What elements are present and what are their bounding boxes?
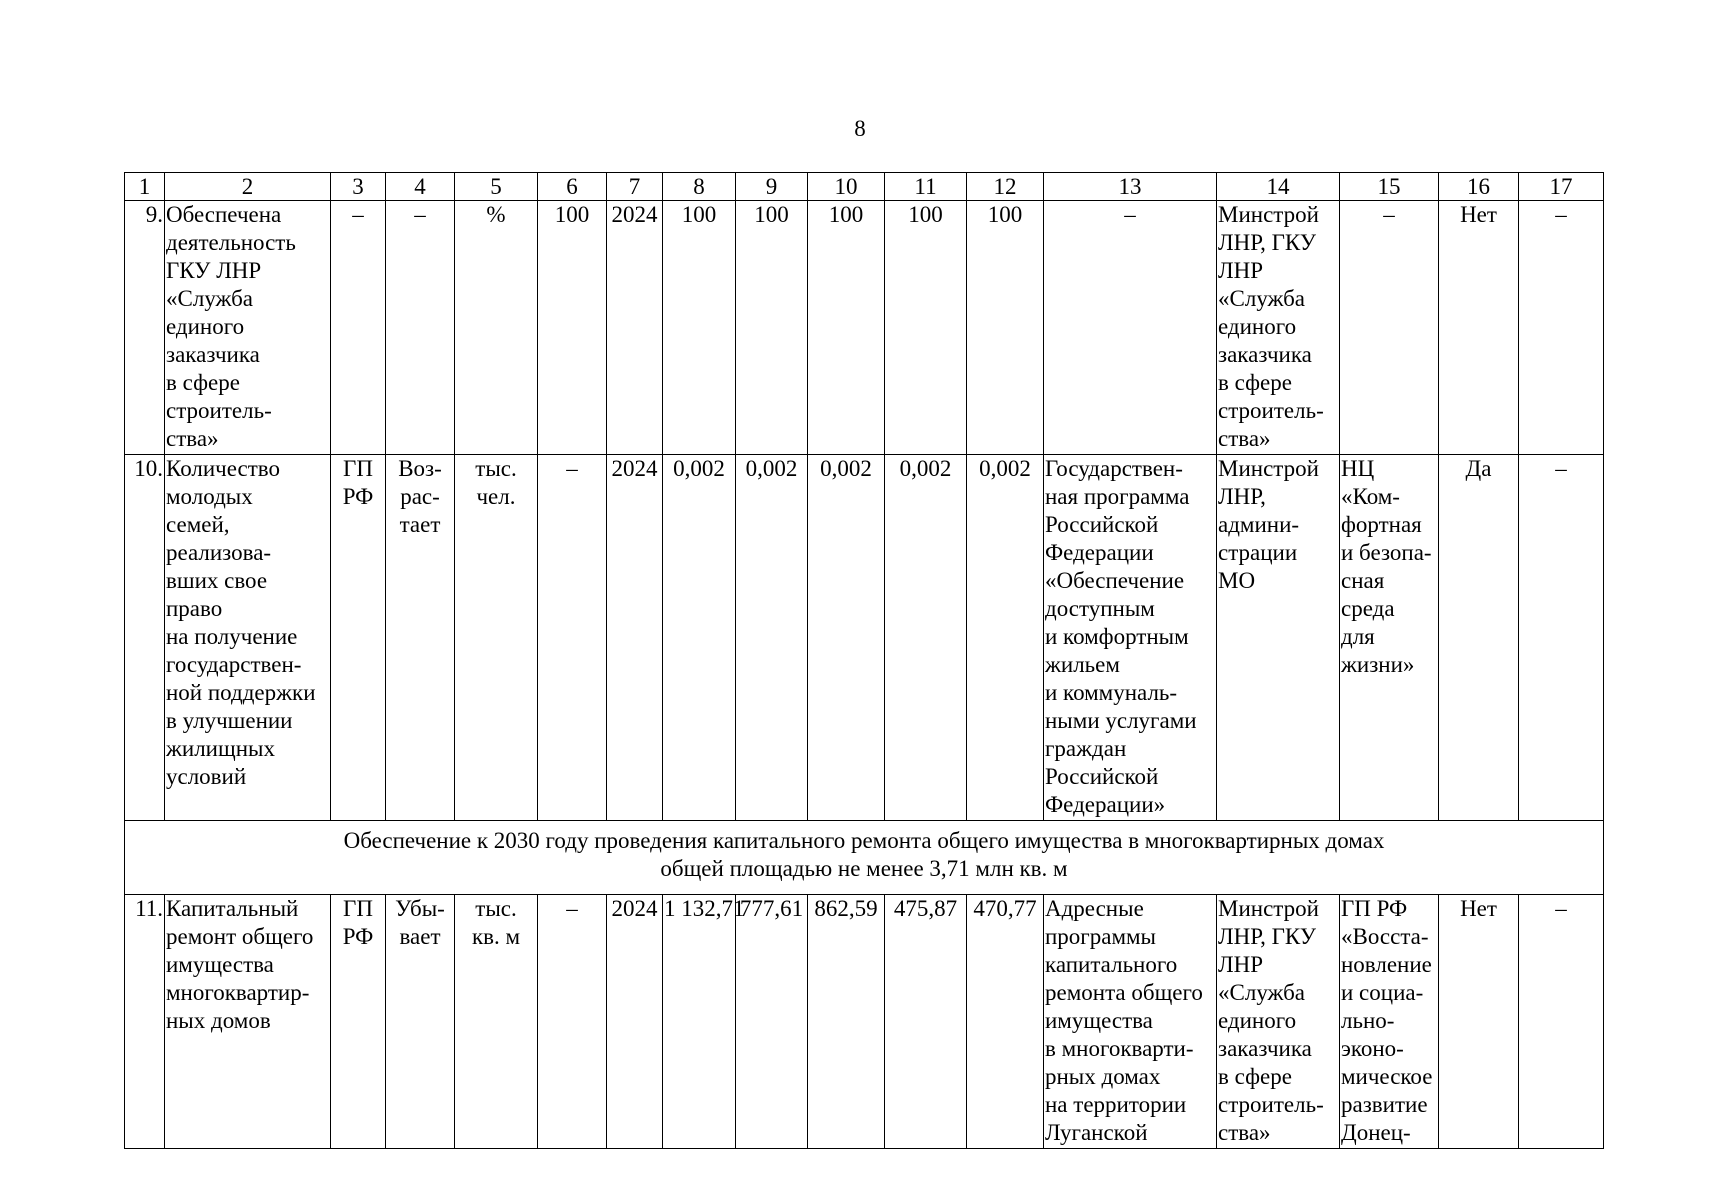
link-cell xyxy=(1340,895,1439,1149)
cell-line: ными услугами xyxy=(1045,708,1197,733)
cell-line: ЛНР, ГКУ xyxy=(1218,924,1317,949)
value-cell-c12: 0,002 xyxy=(967,455,1044,821)
cell-line: единого xyxy=(1218,1008,1297,1033)
cell-line: ЛНР xyxy=(1218,258,1264,283)
cell-line: «Служба xyxy=(1218,980,1306,1005)
column-number-cell: 15 xyxy=(1340,173,1439,201)
cell-line: рас- xyxy=(400,484,440,509)
cell-line: жилищных xyxy=(166,736,275,761)
unit-cell xyxy=(455,455,538,821)
cell-line: Российской xyxy=(1045,764,1159,789)
indicator-name-cell xyxy=(165,895,331,1149)
cell-line: тыс. xyxy=(475,456,517,481)
value-cell-c10: 100 xyxy=(808,201,885,455)
cell-line: Адресные xyxy=(1045,896,1144,921)
cell-line: ГКУ ЛНР xyxy=(166,258,262,283)
value-cell-c6: 100 xyxy=(538,201,607,455)
value-cell-c8: 1 132,71 xyxy=(663,895,736,1149)
value-cell-c9: 100 xyxy=(736,201,808,455)
section-heading xyxy=(125,821,1604,895)
indicator-name-cell xyxy=(165,455,331,821)
cell-line: админи- xyxy=(1218,512,1300,537)
cell-line: ных домов xyxy=(166,1008,271,1033)
program-cell xyxy=(1044,895,1217,1149)
cell-line: ГП xyxy=(343,456,373,481)
cell-line: программы xyxy=(1045,924,1157,949)
cell-line: Воз- xyxy=(398,456,442,481)
cell-line: – xyxy=(414,202,426,227)
cell-line: РФ xyxy=(342,484,374,509)
column-number-cell: 17 xyxy=(1519,173,1604,201)
cell-line: доступным xyxy=(1045,596,1155,621)
cell-line: МО xyxy=(1218,568,1256,593)
cell-line: «Служба xyxy=(1218,286,1306,311)
cell-line: условий xyxy=(166,764,247,789)
column-number-cell: 14 xyxy=(1217,173,1340,201)
unit-cell xyxy=(455,895,538,1149)
level-cell xyxy=(331,895,386,1149)
value-cell-c10: 862,59 xyxy=(808,895,885,1149)
indicator-name-cell xyxy=(165,201,331,455)
cell-line: Минстрой xyxy=(1218,456,1319,481)
cell-line: имущества xyxy=(166,952,274,977)
note-cell: – xyxy=(1519,455,1604,821)
column-number-cell: 7 xyxy=(607,173,663,201)
value-cell-c7: 2024 xyxy=(607,895,663,1149)
value-cell-c8: 100 xyxy=(663,201,736,455)
cell-line: НЦ xyxy=(1341,456,1375,481)
table-row xyxy=(125,455,1604,821)
cell-line: – xyxy=(352,202,364,227)
cell-line: среда xyxy=(1341,596,1395,621)
link-cell xyxy=(1340,201,1439,455)
cell-line: Капитальный xyxy=(166,896,299,921)
column-number-cell: 13 xyxy=(1044,173,1217,201)
column-number-cell: 5 xyxy=(455,173,538,201)
cell-line: РФ xyxy=(342,924,374,949)
cell-line: граждан xyxy=(1045,736,1127,761)
level-cell xyxy=(331,455,386,821)
column-number-cell: 16 xyxy=(1439,173,1519,201)
value-cell-c11: 475,87 xyxy=(885,895,967,1149)
cell-line: ГП РФ xyxy=(1341,896,1408,921)
cell-line: в сфере xyxy=(1218,370,1292,395)
section-heading-line: общей площадью не менее 3,71 млн кв. м xyxy=(660,856,1068,881)
page-number: 8 xyxy=(854,116,866,141)
flag-cell: Да xyxy=(1439,455,1519,821)
indicators-table xyxy=(124,172,1604,1149)
value-cell-c11: 0,002 xyxy=(885,455,967,821)
cell-line: страции xyxy=(1218,540,1298,565)
cell-line: – xyxy=(1124,202,1136,227)
cell-line: ЛНР xyxy=(1218,952,1264,977)
section-heading-line: Обеспечение к 2030 году проведения капитального ремонта общего имущества в многоквартирных домах xyxy=(343,828,1385,853)
column-number-cell: 12 xyxy=(967,173,1044,201)
cell-line: рных домах xyxy=(1045,1064,1161,1089)
cell-line: капитального xyxy=(1045,952,1178,977)
row-number-cell: 11. xyxy=(125,895,165,1149)
cell-line: эконо- xyxy=(1341,1036,1404,1061)
cell-line: в улучшении xyxy=(166,708,293,733)
column-number-cell: 3 xyxy=(331,173,386,201)
cell-line: сная xyxy=(1341,568,1385,593)
column-number-cell: 11 xyxy=(885,173,967,201)
cell-line: государствен- xyxy=(166,652,302,677)
cell-line: единого xyxy=(166,314,245,339)
cell-line: ства» xyxy=(1218,1120,1271,1145)
cell-line: «Обеспечение xyxy=(1045,568,1185,593)
cell-line: на получение xyxy=(166,624,298,649)
cell-line: право xyxy=(166,596,223,621)
cell-line: вает xyxy=(399,924,441,949)
cell-line: в сфере xyxy=(1218,1064,1292,1089)
cell-line: заказчика xyxy=(1218,342,1312,367)
responsible-cell xyxy=(1217,201,1340,455)
cell-line: строитель- xyxy=(1218,398,1324,423)
cell-line: в сфере xyxy=(166,370,240,395)
cell-line: и социа- xyxy=(1341,980,1424,1005)
unit-cell xyxy=(455,201,538,455)
cell-line: вших свое xyxy=(166,568,268,593)
cell-line: фортная xyxy=(1341,512,1422,537)
value-cell-c8: 0,002 xyxy=(663,455,736,821)
value-cell-c7: 2024 xyxy=(607,455,663,821)
cell-line: ная программа xyxy=(1045,484,1190,509)
cell-line: Государствен- xyxy=(1045,456,1183,481)
cell-line: ГП xyxy=(343,896,373,921)
column-number-cell: 10 xyxy=(808,173,885,201)
cell-line: Российской xyxy=(1045,512,1159,537)
responsible-cell xyxy=(1217,895,1340,1149)
link-cell xyxy=(1340,455,1439,821)
cell-line: и коммуналь- xyxy=(1045,680,1178,705)
trend-cell xyxy=(386,455,455,821)
cell-line: единого xyxy=(1218,314,1297,339)
trend-cell xyxy=(386,895,455,1149)
value-cell-c9: 0,002 xyxy=(736,455,808,821)
cell-line: Минстрой xyxy=(1218,202,1319,227)
cell-line: и безопа- xyxy=(1341,540,1432,565)
program-cell xyxy=(1044,455,1217,821)
flag-cell: Нет xyxy=(1439,895,1519,1149)
value-cell-c7: 2024 xyxy=(607,201,663,455)
column-number-cell: 9 xyxy=(736,173,808,201)
cell-line: строитель- xyxy=(166,398,272,423)
row-number-cell: 9. xyxy=(125,201,165,455)
cell-line: многоквартир- xyxy=(166,980,310,1005)
cell-line: льно- xyxy=(1341,1008,1395,1033)
flag-cell: Нет xyxy=(1439,201,1519,455)
cell-line: Убы- xyxy=(395,896,445,921)
cell-line: Количество xyxy=(166,456,280,481)
section-row xyxy=(125,821,1604,895)
value-cell-c6: – xyxy=(538,895,607,1149)
cell-line: для xyxy=(1341,624,1375,649)
cell-line: «Ком- xyxy=(1341,484,1400,509)
column-number-cell: 6 xyxy=(538,173,607,201)
trend-cell xyxy=(386,201,455,455)
level-cell xyxy=(331,201,386,455)
cell-line: семей, xyxy=(166,512,230,537)
cell-line: Донец- xyxy=(1341,1120,1411,1145)
cell-line: на территории xyxy=(1045,1092,1187,1117)
cell-line: развитие xyxy=(1341,1092,1428,1117)
cell-line: и комфортным xyxy=(1045,624,1189,649)
cell-line: Обеспечена xyxy=(166,202,282,227)
cell-line: жильем xyxy=(1045,652,1120,677)
program-cell xyxy=(1044,201,1217,455)
cell-line: ремонта общего xyxy=(1045,980,1203,1005)
note-cell: – xyxy=(1519,895,1604,1149)
value-cell-c12: 100 xyxy=(967,201,1044,455)
cell-line: Федерации» xyxy=(1045,792,1166,817)
header-row xyxy=(125,173,1604,201)
cell-line: ной поддержки xyxy=(166,680,316,705)
value-cell-c11: 100 xyxy=(885,201,967,455)
cell-line: реализова- xyxy=(166,540,272,565)
cell-line: тыс. xyxy=(475,896,517,921)
cell-line: в многокварти- xyxy=(1045,1036,1194,1061)
column-number-cell: 4 xyxy=(386,173,455,201)
cell-line: молодых xyxy=(166,484,253,509)
cell-line: % xyxy=(486,202,506,227)
cell-line: ЛНР, xyxy=(1218,484,1266,509)
cell-line: – xyxy=(1383,202,1395,227)
table-row xyxy=(125,895,1604,1149)
cell-line: деятельность xyxy=(166,230,296,255)
responsible-cell xyxy=(1217,455,1340,821)
value-cell-c12: 470,77 xyxy=(967,895,1044,1149)
cell-line: ЛНР, ГКУ xyxy=(1218,230,1317,255)
column-number-cell: 8 xyxy=(663,173,736,201)
cell-line: новление xyxy=(1341,952,1432,977)
cell-line: мическое xyxy=(1341,1064,1433,1089)
cell-line: тает xyxy=(399,512,441,537)
table-row xyxy=(125,201,1604,455)
cell-line: Луганской xyxy=(1045,1120,1148,1145)
value-cell-c9: 777,61 xyxy=(736,895,808,1149)
column-number-cell: 2 xyxy=(165,173,331,201)
cell-line: «Восста- xyxy=(1341,924,1429,949)
cell-line: жизни» xyxy=(1341,652,1415,677)
cell-line: Минстрой xyxy=(1218,896,1319,921)
cell-line: «Служба xyxy=(166,286,254,311)
cell-line: кв. м xyxy=(471,924,521,949)
cell-line: ремонт общего xyxy=(166,924,314,949)
value-cell-c10: 0,002 xyxy=(808,455,885,821)
cell-line: заказчика xyxy=(166,342,260,367)
column-number-cell: 1 xyxy=(125,173,165,201)
note-cell: – xyxy=(1519,201,1604,455)
row-number-cell: 10. xyxy=(125,455,165,821)
cell-line: ства» xyxy=(1218,426,1271,451)
cell-line: имущества xyxy=(1045,1008,1153,1033)
cell-line: чел. xyxy=(476,484,516,509)
cell-line: ства» xyxy=(166,426,219,451)
cell-line: Федерации xyxy=(1045,540,1154,565)
cell-line: заказчика xyxy=(1218,1036,1312,1061)
value-cell-c6: – xyxy=(538,455,607,821)
cell-line: строитель- xyxy=(1218,1092,1324,1117)
